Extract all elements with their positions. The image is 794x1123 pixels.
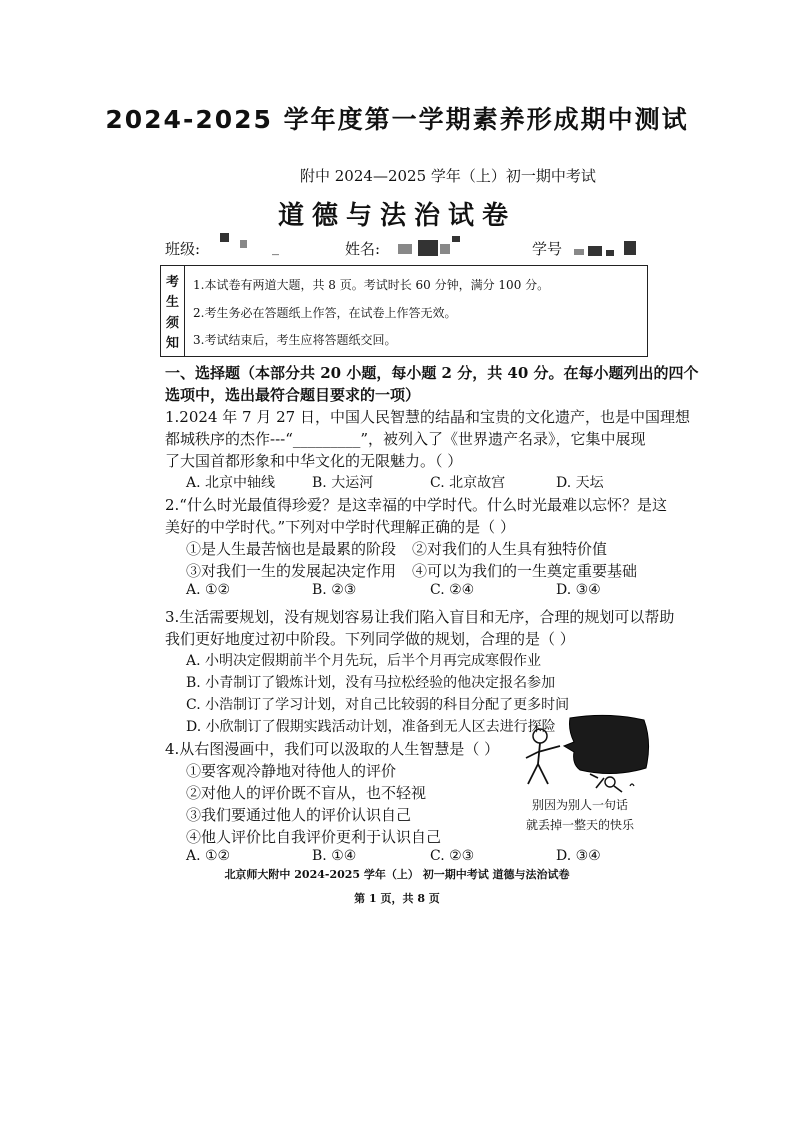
statement: ②对我们的人生具有独特价值 xyxy=(412,540,608,558)
name-label: 姓名: xyxy=(345,240,381,258)
page-header-title: 2024-2025 学年度第一学期素养形成期中测试 xyxy=(105,105,689,134)
option: B. ①④ xyxy=(312,848,357,864)
redaction-mark xyxy=(624,241,636,255)
candidate-notice-box xyxy=(160,265,648,357)
notice-item: 1.本试卷有两道大题，共 8 页。考试时长 60 分钟，满分 100 分。 xyxy=(193,278,550,292)
option: D. ③④ xyxy=(556,848,601,864)
statement: ①要客观冷静地对待他人的评价 xyxy=(186,762,397,780)
exam-title: 道德与法治试卷 xyxy=(277,201,516,231)
option: B. 小青制订了锻炼计划，没有马拉松经验的他决定报名参加 xyxy=(186,675,556,691)
question-text: 都城秩序的杰作---“_________”，被列入了《世界遗产名录》，它集中展现 xyxy=(165,430,646,448)
page-number: 第 1 页，共 8 页 xyxy=(354,892,440,905)
notice-label-char: 生 xyxy=(165,295,179,311)
redaction-mark xyxy=(588,246,602,256)
option: A. ①② xyxy=(186,848,231,864)
notice-label xyxy=(161,266,185,356)
statement: ③对我们一生的发展起决定作用 xyxy=(186,562,397,580)
option: A. ①② xyxy=(186,582,231,598)
option: C. 小浩制订了学习计划，对自己比较弱的科目分配了更多时间 xyxy=(186,697,570,713)
question-text: 我们更好地度过初中阶段。下列同学做的规划，合理的是（ ） xyxy=(165,630,575,648)
option: C. 北京故宫 xyxy=(430,475,506,491)
notice-label-char: 知 xyxy=(165,336,179,352)
page-footer: 北京师大附中 2024-2025 学年（上） 初一期中考试 道德与法治试卷 xyxy=(224,868,570,881)
notice-item: 3.考试结束后，考生应将答题纸交回。 xyxy=(193,333,397,347)
option: A. 北京中轴线 xyxy=(186,475,276,491)
option: C. ②③ xyxy=(430,848,475,864)
question-text: 了大国首都形象和中华文化的无限魅力。（ ） xyxy=(165,452,463,470)
notice-item: 2.考生务必在答题纸上作答，在试卷上作答无效。 xyxy=(193,306,457,320)
option: C. ②④ xyxy=(430,582,475,598)
student-id-label: 学号 xyxy=(532,240,563,258)
question-text: 3.生活需要规划，没有规划容易让我们陷入盲目和无序，合理的规划可以帮助 xyxy=(165,608,675,626)
redaction-mark xyxy=(452,236,460,242)
statement: ②对他人的评价既不盲从，也不轻视 xyxy=(186,784,427,802)
notice-label-char: 须 xyxy=(165,315,179,331)
redaction-mark xyxy=(440,244,450,254)
question-text: 2.“什么时光最值得珍爱？是这幸福的中学时代。什么时光最难以忘怀？是这 xyxy=(165,496,667,514)
redaction-mark xyxy=(606,250,614,256)
cartoon-illustration xyxy=(518,712,652,796)
question-text: 4.从右图漫画中，我们可以汲取的人生智慧是（ ） xyxy=(165,740,500,758)
class-label: 班级: xyxy=(165,240,201,258)
option: D. 小欣制订了假期实践活动计划，准备到无人区去进行探险 xyxy=(186,719,556,735)
cartoon-caption: 就丢掉一整天的快乐 xyxy=(526,818,635,832)
redaction-mark xyxy=(418,240,438,256)
section-heading: 一、选择题（本部分共 20 小题，每小题 2 分，共 40 分。在每小题列出的四个 xyxy=(165,364,699,382)
cartoon-caption: 别因为别人一句话 xyxy=(532,798,629,812)
option: D. ③④ xyxy=(556,582,601,598)
question-text: 1.2024 年 7 月 27 日，中国人民智慧的结晶和宝贵的文化遗产，也是中国理想 xyxy=(165,408,690,426)
exam-subtitle: 附中 2024—2025 学年（上）初一期中考试 xyxy=(300,167,596,185)
option: B. 大运河 xyxy=(312,475,374,491)
notice-label-char: 考 xyxy=(165,274,179,290)
statement: ③我们要通过他人的评价认识自己 xyxy=(186,806,412,824)
statement: ④他人评价比自我评价更利于认识自己 xyxy=(186,828,442,846)
redaction-mark xyxy=(220,233,229,242)
statement: ④可以为我们的一生奠定重要基础 xyxy=(412,562,638,580)
redaction-mark xyxy=(240,240,247,248)
question-text: 美好的中学时代。”下列对中学时代理解正确的是（ ） xyxy=(165,518,515,536)
section-heading: 选项中，选出最符合题目要求的一项） xyxy=(165,386,421,404)
redaction-mark xyxy=(574,249,584,255)
option: D. 天坛 xyxy=(556,475,604,491)
option: B. ②③ xyxy=(312,582,357,598)
underline-mark: _ xyxy=(272,240,279,256)
statement: ①是人生最苦恼也是最累的阶段 xyxy=(186,540,397,558)
option: A. 小明决定假期前半个月先玩，后半个月再完成寒假作业 xyxy=(186,653,542,669)
redaction-mark xyxy=(398,244,412,254)
